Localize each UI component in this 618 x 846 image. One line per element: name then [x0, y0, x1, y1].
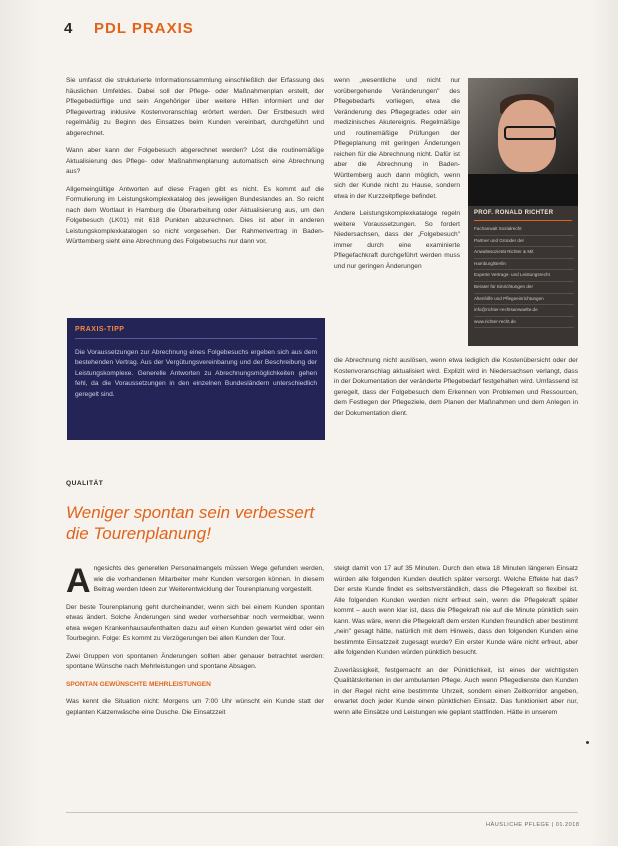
paragraph: Angesichts des generellen Personalmangels müssen Wege gefunden werden, wie die vorhandenen Mitarbeiter mehr Kunden versorgen können. In diesem Beitrag werden Ideen zur Weiterentwicklung der Tourenplanung vorgestellt. [66, 562, 324, 600]
paragraph: Andere Leistungskomplexkataloge regeln weitere Voraussetzungen. So fordert Niedersachsen, dass der „Folgebesuch" immer durch eine examinierte Pflegefachkraft durchgeführt werden muss und nur geringen Änderungen [334, 210, 460, 270]
paragraph: Der beste Tourenplanung geht durcheinander, wenn sich bei einem Kunden spontan etwas ändert. Solche Änderungen sind weder vorhersehbar noch vermeidbar, wenn etwa wegen Krankenhausaufenthalten dazu auf einen Kunden gewartet wird oder ein Tourbeginn. Folge: Es kommt zu Verzögerungen bei allen Kunden der Tour. [66, 603, 324, 642]
paragraph: Sie umfasst die strukturierte Informationssammlung einschließlich der Erfassung des häuslichen Umfeldes. Dabei soll der Pflege- oder Maßnahmenplan erstellt, der Pflegebedürftige und sein Angehöriger über weitere Hilfen informiert und der Pflegevertrag inklusive Kostenvoranschlag erörtert werden. Der Erstbesuch wird regelmäßig zu Beginn des Einsatzes beim Kunden vereinbart, durchgeführt und abgerechnet. [66, 77, 324, 137]
footer-issue: HÄUSLICHE PFLEGE | 01.2018 [486, 822, 580, 828]
tip-title: PRAXIS-TIPP [75, 326, 125, 333]
upper-right-continuation [334, 356, 578, 426]
author-detail: Partner und Gründer der [474, 236, 574, 248]
article-headline: Weniger spontan sein verbessert die Tourenplanung! [66, 503, 315, 543]
paragraph: Allgemeingültige Antworten auf diese Fragen gibt es nicht. Es kommt auf die Formulierung im Leistungskomplexkatalog des jeweiligen Bundeslandes an. So reicht nach dem Wortlaut in Hamburg die Überarbeitung oder Aktualisierung aus, um den Folgebesuch (LK01) mit 618 Punkten abzurechnen. Dies ist aber in anderen Leistungskomplexkatalogen so nicht vorgesehen. Der Rahmenvertrag in Baden-Württemberg sieht eine Abrechnung des Folgebesuchs nur dann vor, [66, 185, 324, 245]
paragraph: Zuverlässigkeit, festgemacht an der Pünktlichkeit, ist eines der wichtigsten Qualitätskriterien in der ambulanten Pflege. Auch wenn Pflegedienste den Kunden in der Regel nicht eine bestimmte Uhrzeit, sondern einen Zeitkorridor angeben, erwartet doch jeder Kunde einen pünktlichen Einsatz. Das funktioniert aber nur, wenn alle Einsätze und Leistungen wie geplant stattfinden. Hätte in unserem [334, 666, 578, 716]
author-detail: Hamburg/Berlin [474, 259, 574, 271]
article-right-column [334, 564, 578, 725]
paragraph: Zwei Gruppen von spontanen Änderungen sollten aber genauer betrachtet werden: spontane Wünsche nach Mehrleistungen und spontane Absagen. [66, 652, 324, 670]
paragraph: Was kennt die Situation nicht: Morgens um 7:00 Uhr wünscht ein Kunde statt der geplanten Katzenwäsche eine Dusche. Die Einsatzzeit [66, 698, 324, 716]
subheading: SPONTAN GEWÜNSCHTE MEHRLEISTUNGEN [66, 680, 211, 688]
author-detail: Berater für Einrichtungen der [474, 282, 574, 294]
drop-cap: A [66, 562, 91, 600]
page-number: 4 [64, 20, 73, 37]
upper-middle-column [334, 76, 460, 279]
paragraph: steigt damit von 17 auf 35 Minuten. Durch den etwa 18 Minuten längeren Einsatz würden alle folgenden Kunden deutlich später versorgt. Welche Effekte hat das? Der erste Kunde findet es selbstverständlich, dass die Pflegekraft so flexibel ist. Alle folgenden Kunden werden nicht erfreut sein, wenn die Pflegekraft später kommt – auch wenn klar ist, dass die Pflegekraft nie auf die Minute pünktlich sein kann. Was wäre, wenn die Pflegekraft dem ersten Kunden freundlich aber bestimmt „nein" gesagt hätte, natürlich mit dem Hinweis, dass den folgenden Kunden eine bestimmte Einsatzzeit zugesagt wurde? Ein erster Kunde wäre nicht erfreut, aber alle folgenden Kunden würden pünktlich besucht. [334, 565, 578, 656]
paragraph: die Abrechnung nicht auslösen, wenn etwa lediglich die Kostenübersicht oder der Kostenvoranschlag aktualisiert wird. Explizit wird in Niedersachsen verlangt, dass in der Dokumentation der veränderte Pflegebedarf festgehalten wird. Umfassend ist geregelt, dass der Folgebesuch dem Erkennen von Problemen und Ressourcen, dem Festlegen der Pflegeziele, dem Planen der Maßnahmen und dem Anlegen in der Dokumentation dient. [334, 357, 578, 417]
author-name: PROF. RONALD RICHTER [474, 210, 554, 216]
author-detail: Fachanwalt Sozialrecht [474, 224, 574, 236]
author-detail: info@richter-rechtsanwaelte.de [474, 305, 574, 317]
footer-rule [66, 812, 578, 813]
paragraph: wenn „wesentliche und nicht nur vorübergehende Veränderungen" des Pflegebedarfs vorliegen, etwa die Veränderung des Pflegegrades oder ein medizinisches Akutereignis. Regelmäßige und routinemäßige Prüfungen der Pflegeplanung mit geringen Änderungen reichen für die Abrechnung nicht. Dafür ist aber die Abrechnung in Baden-Württemberg auch dann möglich, wenn sich der Kunde nicht zu Hause, sondern etwa in der Kurzzeitpflege befindet. [334, 77, 460, 200]
section-title: PDL PRAXIS [94, 20, 194, 37]
author-photo [468, 78, 578, 206]
practice-tip-box [67, 318, 325, 440]
author-detail: www.richter-recht.de [474, 317, 574, 329]
author-info-box [468, 206, 578, 346]
upper-left-column [66, 76, 324, 255]
end-marker [586, 741, 589, 744]
author-detail: Altenhilfe und Pflegeeinrichtungen [474, 294, 574, 306]
author-detail: Anwaltssozietät Richter & Mit [474, 247, 574, 259]
article-kicker: QUALITÄT [66, 480, 104, 487]
article-left-column [66, 564, 324, 725]
tip-text: Die Voraussetzungen zur Abrechnung eines Folgebesuchs ergeben sich aus dem bestehenden Vertrag. Aus der Vergütungsvereinbarung und der Beschreibung der Leistungskomplexe. Generelle Antworten zu Abrechnungsmöglichkeiten gehen fehl, da die Voraussetzungen in den einzelnen Bundesländern unterschiedlich geregelt sind. [75, 349, 317, 398]
author-detail: Experte Vertrags- und Leistungsrecht [474, 270, 574, 282]
paragraph: Wann aber kann der Folgebesuch abgerechnet werden? Löst die routinemäßige Aktualisierung des Pflege- oder Maßnahmenplanung automatisch eine Abrechnung aus? [66, 147, 324, 175]
author-details [474, 224, 574, 328]
